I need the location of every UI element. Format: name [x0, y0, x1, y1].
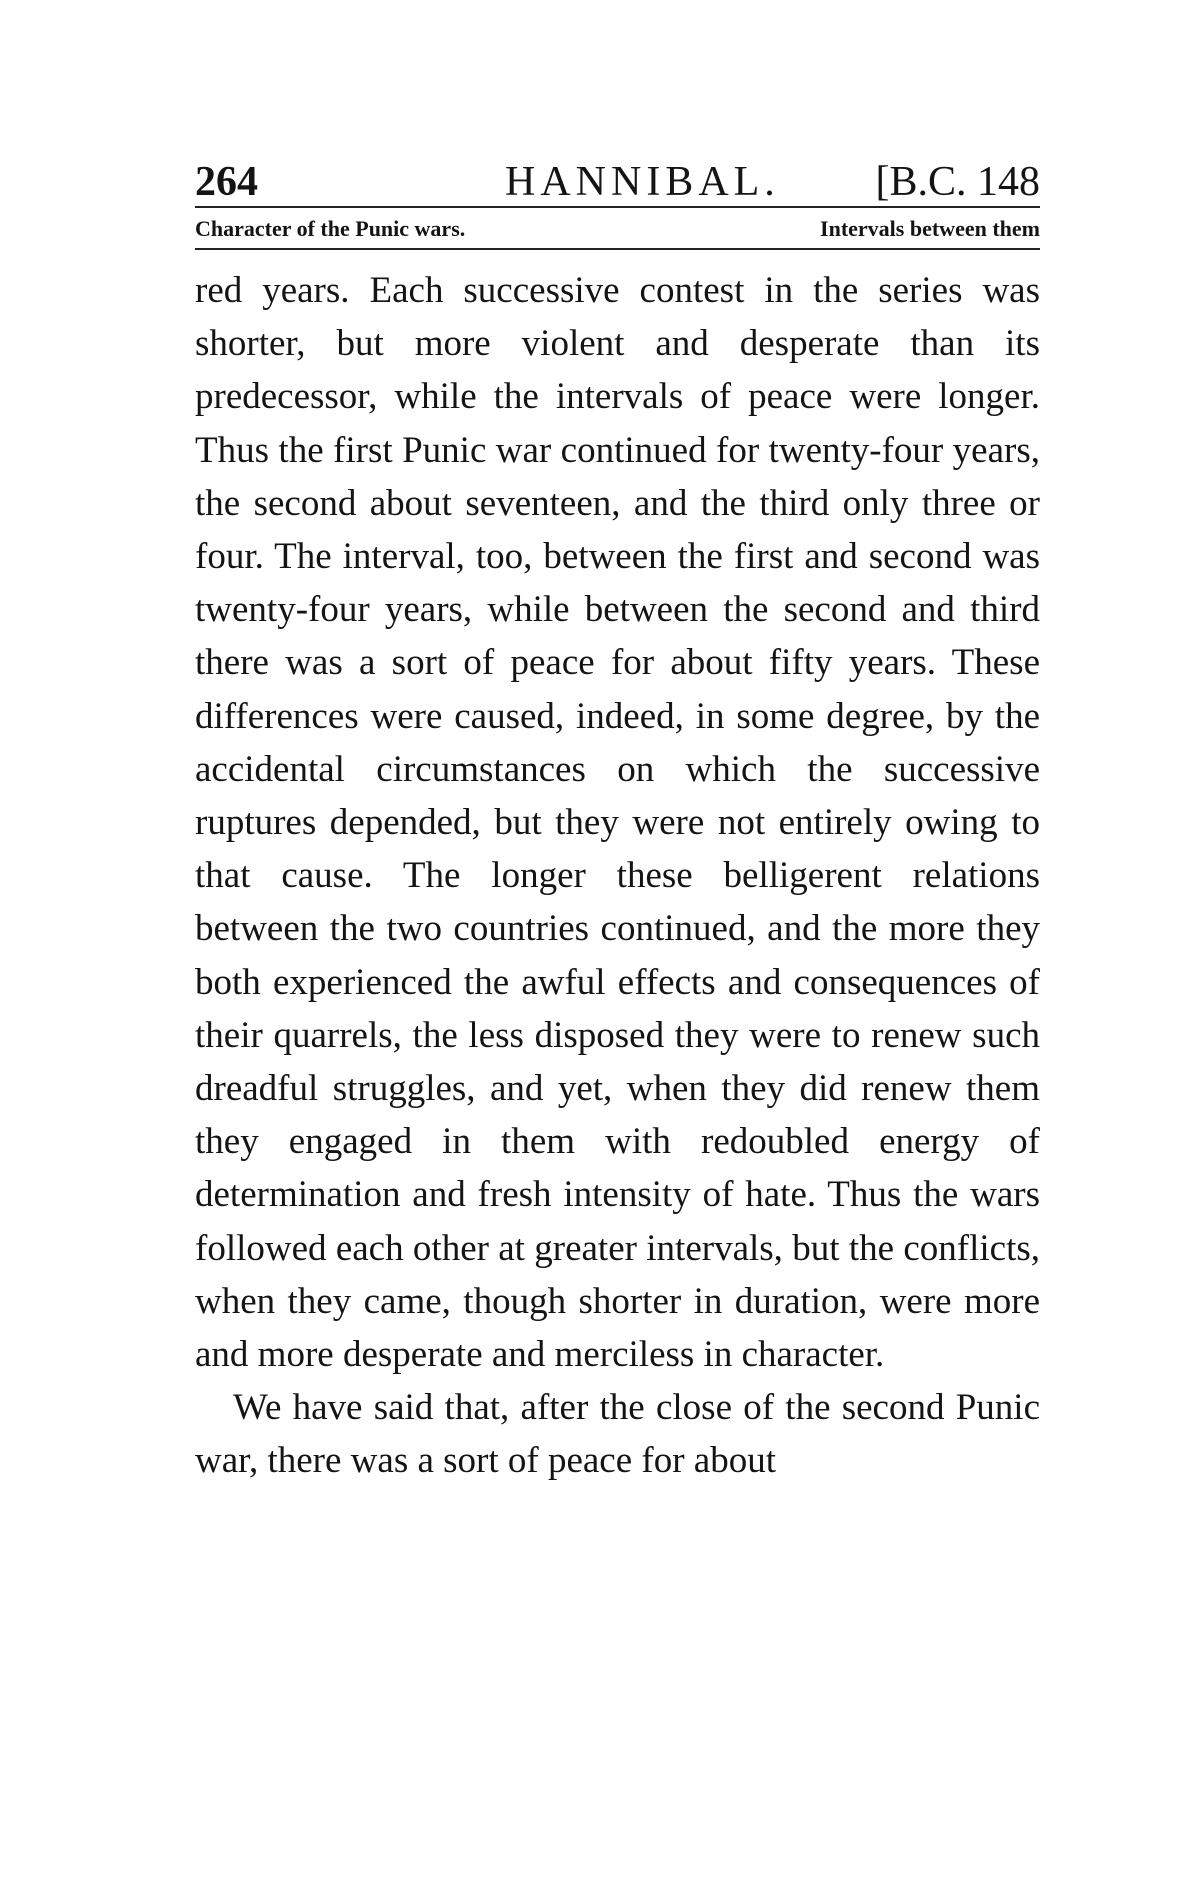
date-marker: [B.C. 148	[875, 159, 1040, 205]
topic-left: Character of the Punic wars.	[195, 216, 466, 241]
running-head	[195, 150, 1040, 206]
paragraph: We have said that, after the close of the second Punic war, there was a sort of peace for about	[195, 1387, 1040, 1482]
body-text	[195, 264, 1040, 1488]
topic-right: Intervals between them	[820, 216, 1040, 241]
topic-rule	[195, 248, 1040, 250]
book-title: HANNIBAL.	[505, 159, 780, 205]
page-number: 264	[195, 159, 258, 205]
paragraph: red years. Each successive contest in the series was shorter, but more violent and desperate than its predecessor, while the intervals of peace were longer. Thus the first Punic war continued for twenty-four years, the second about seventeen, and the third only three or four. The interval, too, between the first and second was twenty-four years, while between the second and third there was a sort of peace for about fifty years. These differences were caused, indeed, in some degree, by the accidental circumstances on which the successive ruptures depended, but they were not entirely owing to that cause. The longer these belligerent relations between the two countries continued, and the more they both experienced the awful effects and consequences of their quarrels, the less disposed they were to renew such dreadful struggles, and yet, when they did renew them they engaged in them with redoubled energy of determination and fresh intensity of hate. Thus the wars followed each other at greater intervals, but the conflicts, when they came, though shorter in duration, were more and more desperate and merciless in character.	[195, 270, 1040, 1376]
topic-line	[195, 208, 1040, 248]
book-page	[195, 150, 1040, 1488]
